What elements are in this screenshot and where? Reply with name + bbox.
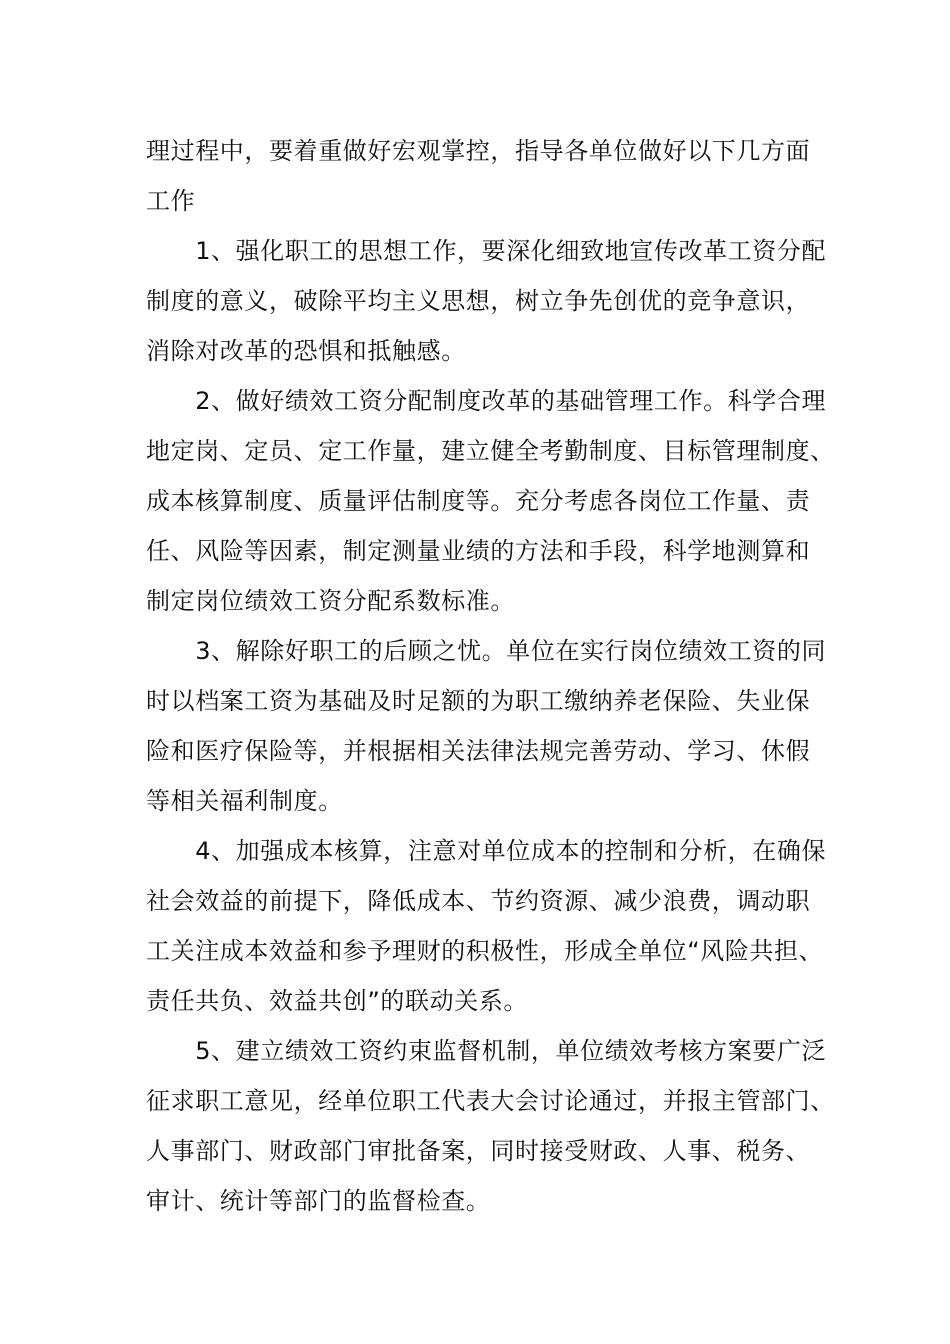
text-line: 2、做好绩效工资分配制度改革的基础管理工作。科学合理 (146, 387, 827, 415)
text-line: 社会效益的前提下，降低成本、节约资源、减少浪费，调动职 (146, 887, 811, 915)
text-line: 工作 (146, 187, 196, 215)
text-line: 制度的意义，破除平均主义思想，树立争先创优的竞争意识， (146, 287, 811, 315)
document-body (146, 126, 835, 1226)
text-line: 人事部门、财政部门审批备案，同时接受财政、人事、税务、 (146, 1137, 811, 1165)
text-line: 成本核算制度、质量评估制度等。充分考虑各岗位工作量、责 (146, 487, 811, 515)
text-line: 3、解除好职工的后顾之忧。单位在实行岗位绩效工资的同 (146, 637, 827, 665)
text-line: 工关注成本效益和参予理财的积极性，形成全单位“风险共担、 (146, 937, 824, 965)
text-line: 地定岗、定员、定工作量，建立健全考勤制度、目标管理制度、 (146, 437, 835, 465)
text-line: 制定岗位绩效工资分配系数标准。 (146, 587, 515, 615)
text-line: 责任共负、效益共创”的联动关系。 (146, 987, 529, 1015)
text-line: 时以档案工资为基础及时足额的为职工缴纳养老保险、失业保 (146, 687, 811, 715)
text-line: 4、加强成本核算，注意对单位成本的控制和分析，在确保 (146, 837, 827, 865)
text-line: 审计、统计等部门的监督检查。 (146, 1187, 491, 1215)
text-line: 1、强化职工的思想工作，要深化细致地宣传改革工资分配 (146, 237, 827, 265)
text-line: 险和医疗保险等，并根据相关法律法规完善劳动、学习、休假 (146, 737, 811, 765)
text-line: 任、风险等因素，制定测量业绩的方法和手段，科学地测算和 (146, 537, 811, 565)
text-line: 消除对改革的恐惧和抵触感。 (146, 337, 466, 365)
text-line: 5、建立绩效工资约束监督机制，单位绩效考核方案要广泛 (146, 1037, 827, 1065)
text-line: 理过程中，要着重做好宏观掌控，指导各单位做好以下几方面 (146, 137, 811, 165)
text-line: 等相关福利制度。 (146, 787, 343, 815)
text-line: 征求职工意见，经单位职工代表大会讨论通过，并报主管部门、 (146, 1087, 835, 1115)
